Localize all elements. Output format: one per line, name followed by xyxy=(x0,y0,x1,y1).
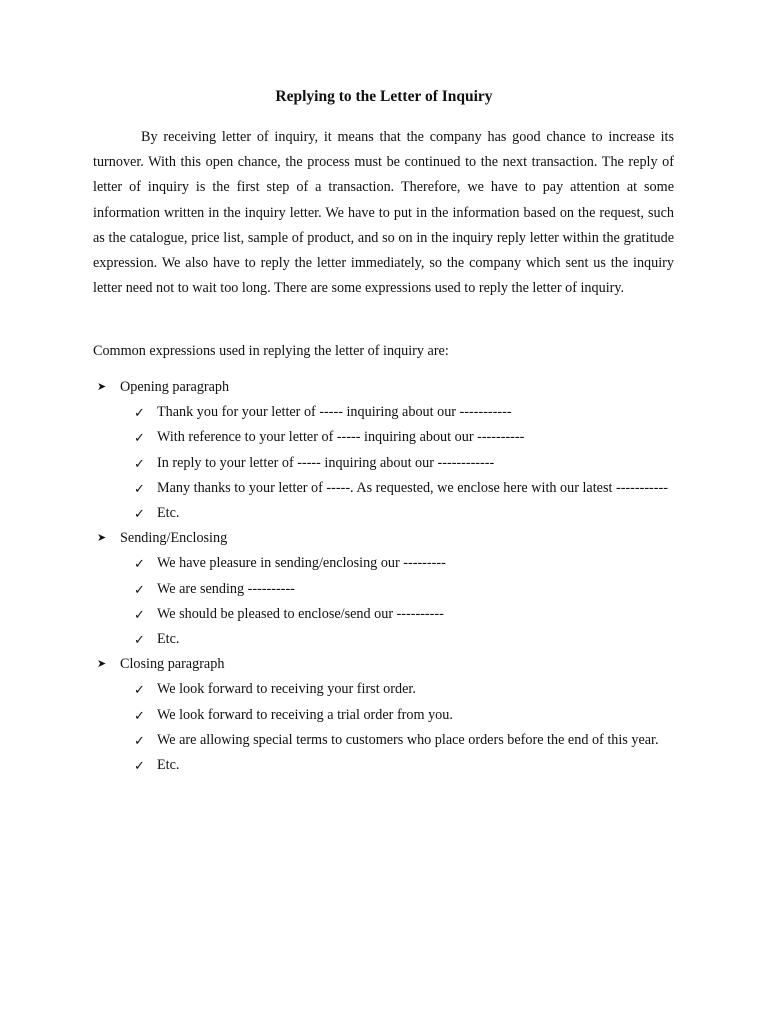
list-item xyxy=(0,627,674,652)
list-item-text: Many thanks to your letter of -----. As requested, we enclose here with our latest ----------- xyxy=(157,479,668,496)
list-item-text: In reply to your letter of ----- inquiring about our ------------ xyxy=(157,454,495,471)
list-item-text: Etc. xyxy=(157,757,180,773)
list-item xyxy=(0,501,674,526)
list-item xyxy=(0,677,674,702)
checkmark-icon: ✓ xyxy=(134,682,145,698)
document-title: Replying to the Letter of Inquiry xyxy=(275,88,493,105)
section-opening xyxy=(0,375,768,526)
list-item-text: We have pleasure in sending/enclosing our --------- xyxy=(157,555,446,572)
checkmark-icon: ✓ xyxy=(134,758,145,773)
list-item-text: With reference to your letter of ----- inquiring about our ---------- xyxy=(157,429,525,446)
section-heading-text: Opening paragraph xyxy=(120,379,230,395)
intro-paragraph: By receiving letter of inquiry, it means that the company has good chance to increase its turnover. With this open chance, the process must be continued to the next transaction. The reply of letter of inquiry is the first step of a transaction. Therefore, we have to pay attention at some information written in the inquiry letter. We have to put in the information based on the request, such as the catalogue, price list, sample of product, and so on in the inquiry reply letter within the gratitude expression. We also have to reply the letter immediately, so the company which sent us the inquiry letter need not to wait too long. There are some expressions used to reply the letter of inquiry. xyxy=(93,129,674,297)
checkmark-icon: ✓ xyxy=(134,707,145,723)
checkmark-icon: ✓ xyxy=(134,556,145,572)
list-item xyxy=(0,400,674,425)
list-item xyxy=(0,703,674,728)
checkmark-icon: ✓ xyxy=(134,405,145,421)
list-item xyxy=(0,451,674,476)
list-item xyxy=(0,425,674,450)
section-heading-text: Sending/Enclosing xyxy=(120,530,228,547)
checkmark-icon: ✓ xyxy=(134,480,145,496)
checkmark-icon: ✓ xyxy=(134,606,145,622)
section-heading-text: Closing paragraph xyxy=(120,656,225,673)
arrow-bullet-icon: ➤ xyxy=(97,532,107,545)
list-item xyxy=(0,551,674,576)
list-item xyxy=(0,476,674,501)
list-item-text: We are sending ---------- xyxy=(157,580,295,597)
checkmark-icon: ✓ xyxy=(134,430,145,446)
list-item xyxy=(0,602,674,627)
list-item-text: We look forward to receiving a trial order from you. xyxy=(157,706,453,723)
section-heading xyxy=(0,375,768,400)
section-items xyxy=(0,677,768,778)
arrow-bullet-icon: ➤ xyxy=(97,381,107,393)
checkmark-icon: ✓ xyxy=(134,455,145,471)
list-item-text: We are allowing special terms to customers who place orders before the end of this year. xyxy=(157,731,659,748)
list-item xyxy=(0,728,674,753)
list-item-text: Etc. xyxy=(157,505,180,521)
list-item xyxy=(0,577,674,602)
list-item xyxy=(0,753,674,778)
list-item-text: Thank you for your letter of ----- inquiring about our ----------- xyxy=(157,404,512,421)
section-items xyxy=(0,551,768,652)
section-heading xyxy=(0,652,768,677)
checkmark-icon: ✓ xyxy=(134,506,145,521)
section-closing xyxy=(0,652,768,778)
checkmark-icon: ✓ xyxy=(134,632,145,647)
section-heading xyxy=(0,526,768,551)
section-items xyxy=(0,400,768,526)
section-sending xyxy=(0,526,768,652)
expressions-list xyxy=(0,375,768,778)
list-item-text: We look forward to receiving your first order. xyxy=(157,681,416,698)
arrow-bullet-icon: ➤ xyxy=(97,658,107,671)
list-item-text: We should be pleased to enclose/send our ---------- xyxy=(157,605,444,622)
checkmark-icon: ✓ xyxy=(134,581,145,597)
checkmark-icon: ✓ xyxy=(134,732,145,748)
list-lead-text: Common expressions used in replying the letter of inquiry are: xyxy=(93,343,449,359)
list-item-text: Etc. xyxy=(157,631,180,647)
